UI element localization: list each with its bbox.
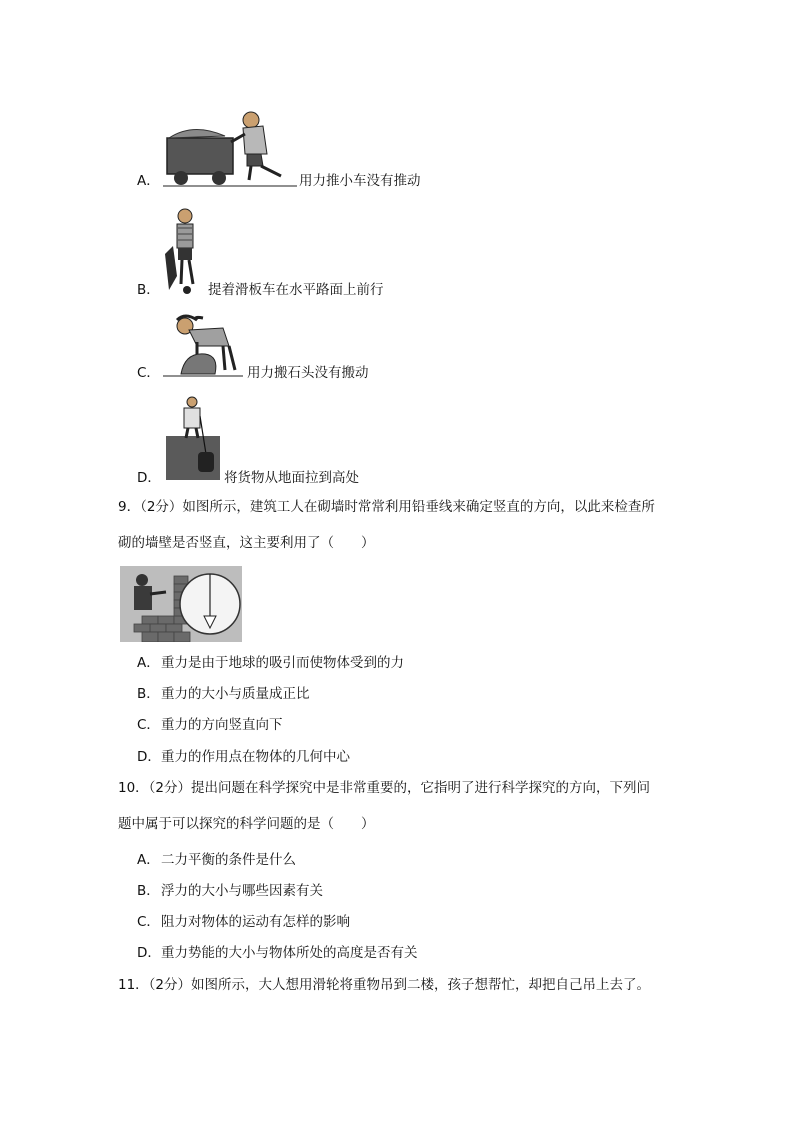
q9-option-c-letter: C． (137, 717, 160, 733)
q10-option-d-letter: D． (137, 945, 161, 961)
q9-option-c-text: 重力的方向竖直向下 (161, 717, 283, 733)
q10-option-a-text: 二力平衡的条件是什么 (161, 852, 296, 868)
q9-option-a-letter: A． (137, 655, 160, 671)
q9-option-d-text: 重力的作用点在物体的几何中心 (161, 749, 350, 765)
q9-option-b-letter: B． (137, 686, 160, 702)
girl-lifting-stone-figure (163, 312, 243, 378)
q11-stem-line1: 11．（2分）如图所示，大人想用滑轮将重物吊到二楼，孩子想帮忙，却把自己吊上去了。 (118, 977, 651, 993)
q10-option-a-letter: A． (137, 852, 160, 868)
plumb-line-wall-figure (120, 566, 242, 642)
q10-stem-line2: 题中属于可以探究的科学问题的是（ ） (118, 816, 375, 832)
q10-option-b-letter: B． (137, 883, 160, 899)
boy-carrying-scooter-figure (163, 206, 205, 296)
option-d-letter: D． (137, 470, 161, 486)
option-b-caption: 提着滑板车在水平路面上前行 (208, 282, 384, 298)
boy-pushing-cart-figure (163, 108, 297, 188)
option-a-caption: 用力推小车没有推动 (299, 173, 421, 189)
q9-option-b-text: 重力的大小与质量成正比 (161, 686, 310, 702)
q9-stem-line2: 砌的墙壁是否竖直，这主要利用了（ ） (118, 535, 375, 551)
option-a-letter: A． (137, 173, 160, 189)
q10-option-c-text: 阻力对物体的运动有怎样的影响 (161, 914, 350, 930)
q9-option-a-text: 重力是由于地球的吸引而使物体受到的力 (161, 655, 404, 671)
option-d-caption: 将货物从地面拉到高处 (224, 470, 359, 486)
option-c-letter: C． (137, 365, 160, 381)
option-b-letter: B． (137, 282, 160, 298)
q10-stem-line1: 10．（2分）提出问题在科学探究中是非常重要的，它指明了进行科学探究的方向，下列问 (118, 780, 651, 796)
man-pulling-cargo-figure (166, 396, 220, 480)
q9-option-d-letter: D． (137, 749, 161, 765)
option-c-caption: 用力搬石头没有搬动 (247, 365, 369, 381)
q10-option-c-letter: C． (137, 914, 160, 930)
q10-option-d-text: 重力势能的大小与物体所处的高度是否有关 (161, 945, 418, 961)
q9-stem-line1: 9．（2分）如图所示，建筑工人在砌墙时常常利用铅垂线来确定竖直的方向，以此来检查所 (118, 499, 655, 515)
q10-option-b-text: 浮力的大小与哪些因素有关 (161, 883, 323, 899)
